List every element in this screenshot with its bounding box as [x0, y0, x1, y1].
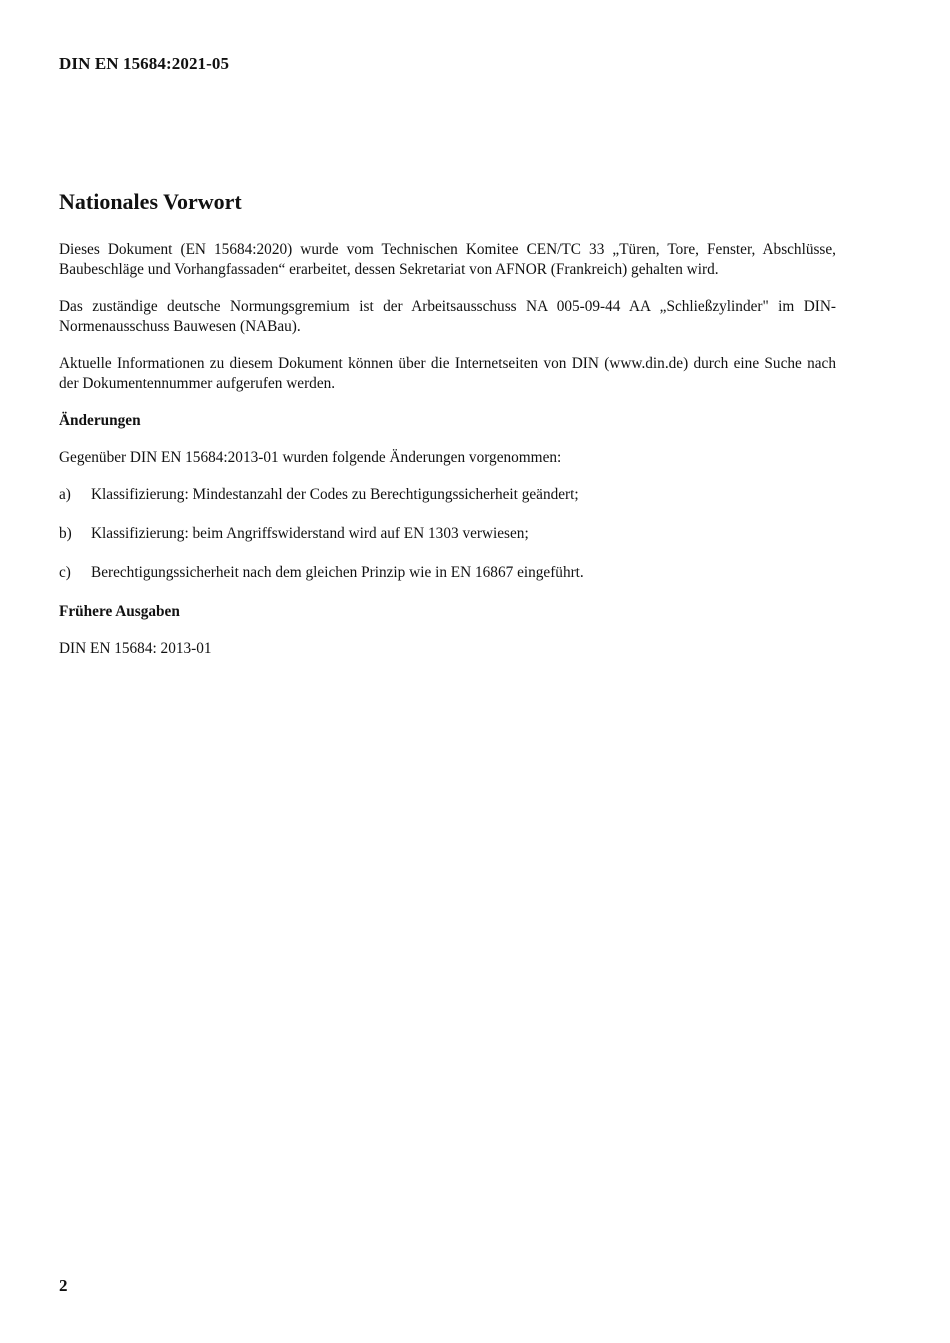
list-item-text: Berechtigungssicherheit nach dem gleichen Prinzip wie in EN 16867 eingeführt. [91, 564, 584, 581]
page-content [59, 188, 836, 676]
section-title: Nationales Vorwort [59, 189, 242, 214]
paragraph-current-info: Aktuelle Informationen zu diesem Dokument können über die Internetseiten von DIN (www.din.de) durch eine Suche nach der Dokumentennummer aufgerufen werden. [59, 355, 836, 392]
paragraph-standards-body: Das zuständige deutsche Normungsgremium ist der Arbeitsausschuss NA 005-09-44 AA „Schließzylinder" im DIN-Normenausschuss Bauwesen (NABau). [59, 298, 836, 335]
previous-editions-heading: Frühere Ausgaben [59, 603, 180, 620]
list-item [59, 524, 836, 544]
list-item-text: Klassifizierung: Mindestanzahl der Codes zu Berechtigungssicherheit geändert; [91, 486, 579, 503]
page-number: 2 [59, 1276, 68, 1295]
list-item-text: Klassifizierung: beim Angriffswiderstand wird auf EN 1303 verwiesen; [91, 525, 529, 542]
list-marker: b) [59, 525, 72, 542]
changes-intro: Gegenüber DIN EN 15684:2013-01 wurden folgende Änderungen vorgenommen: [59, 448, 562, 466]
previous-editions-text: DIN EN 15684: 2013-01 [59, 639, 212, 657]
list-marker: a) [59, 486, 71, 503]
changes-heading: Änderungen [59, 412, 141, 429]
paragraph-committee: Dieses Dokument (EN 15684:2020) wurde vom Technischen Komitee CEN/TC 33 „Türen, Tore, Fenster, Abschlüsse, Baubeschläge und Vorhangfassaden“ erarbeitet, dessen Sekretariat von AFNOR (Frankreich) gehalten wird. [59, 241, 836, 278]
running-header: DIN EN 15684:2021-05 [59, 54, 230, 73]
list-marker: c) [59, 564, 71, 581]
list-item [59, 563, 836, 583]
list-item [59, 485, 836, 505]
